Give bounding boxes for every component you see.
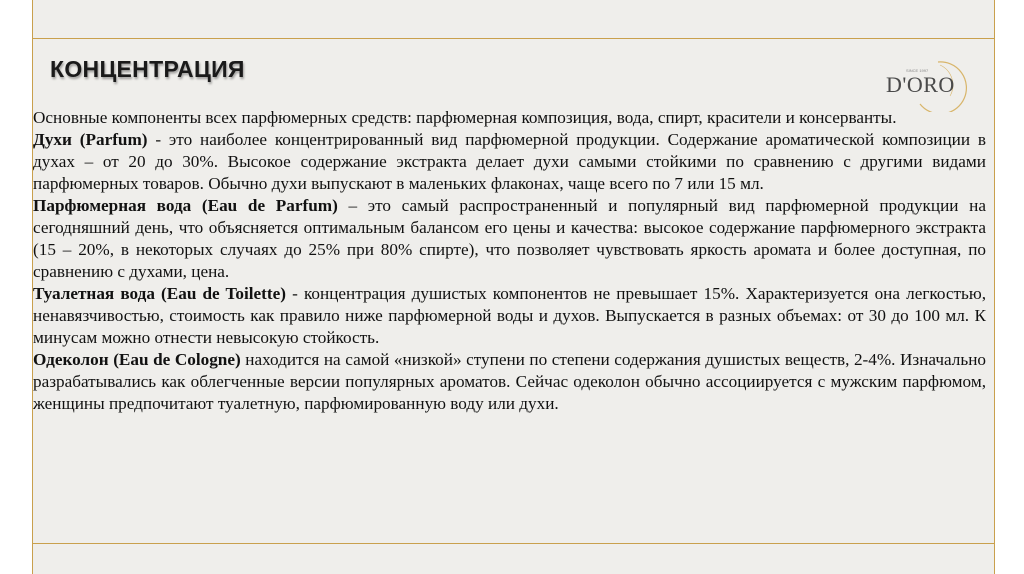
doro-logo — [880, 56, 970, 112]
term-eau-de-cologne: Одеколон (Eau de Cologne) — [33, 350, 241, 369]
bottom-border-line — [32, 543, 994, 544]
text-eau-de-toilette: - концентрация душистых компонентов не превышает 15%. Характеризуется она легкостью, ненавязчивостью, стоимость как правило ниже парфюмерной воды и духов. Выпускается в разных объемах: от 30 до 100 мл. К минусам можно отнести невысокую стойкость. — [33, 284, 986, 347]
logo-text: D'ORO — [886, 72, 955, 97]
term-parfum: Духи (Parfum) — [33, 130, 148, 149]
term-eau-de-parfum: Парфюмерная вода (Eau de Parfum) — [33, 196, 338, 215]
paragraph-eau-de-toilette — [33, 283, 986, 349]
right-border-line — [994, 0, 995, 574]
top-border-line — [32, 38, 994, 39]
text-eau-de-cologne: находится на самой «низкой» ступени по степени содержания душистых веществ, 2-4%. Изначально разрабатывались как облегченные версии популярных ароматов. Сейчас одеколон обычно ассоциируется с мужским парфюмом, женщины предпочитают туалетную, парфюмированную воду или духи. — [33, 350, 986, 413]
text-parfum: - это наиболее концентрированный вид парфюмерной продукции. Содержание ароматической композиции в духах – от 20 до 30%. Высокое содержание экстракта делает духи самыми стойкими по сравнению с другими видами парфюмерных товаров. Обычно духи выпускают в маленьких флаконах, чаще всего по 7 или 15 мл. — [33, 130, 987, 193]
logo-small-text: SINCE 1997 — [906, 68, 929, 73]
text-eau-de-parfum: – это самый распространенный и популярный вид парфюмерной продукции на сегодняшний день, что объясняется оптимальным балансом его цены и качества: высокое содержание парфюмерного экстракта (15 – 20%, в некоторых случаях до 25% при 80% спирте), что позволяет чувствовать яркость аромата и более доступная, по сравнению с духами, цена. — [33, 196, 986, 281]
paragraph-parfum — [33, 129, 986, 195]
term-eau-de-toilette: Туалетная вода (Eau de Toilette) — [33, 284, 286, 303]
paragraph-eau-de-parfum — [33, 195, 986, 283]
slide-title: КОНЦЕНТРАЦИЯ — [50, 56, 245, 82]
intro-paragraph: Основные компоненты всех парфюмерных средств: парфюмерная композиция, вода, спирт, красители и консерванты. — [33, 108, 897, 127]
paragraph-eau-de-cologne — [33, 349, 986, 415]
content-body — [33, 107, 986, 415]
